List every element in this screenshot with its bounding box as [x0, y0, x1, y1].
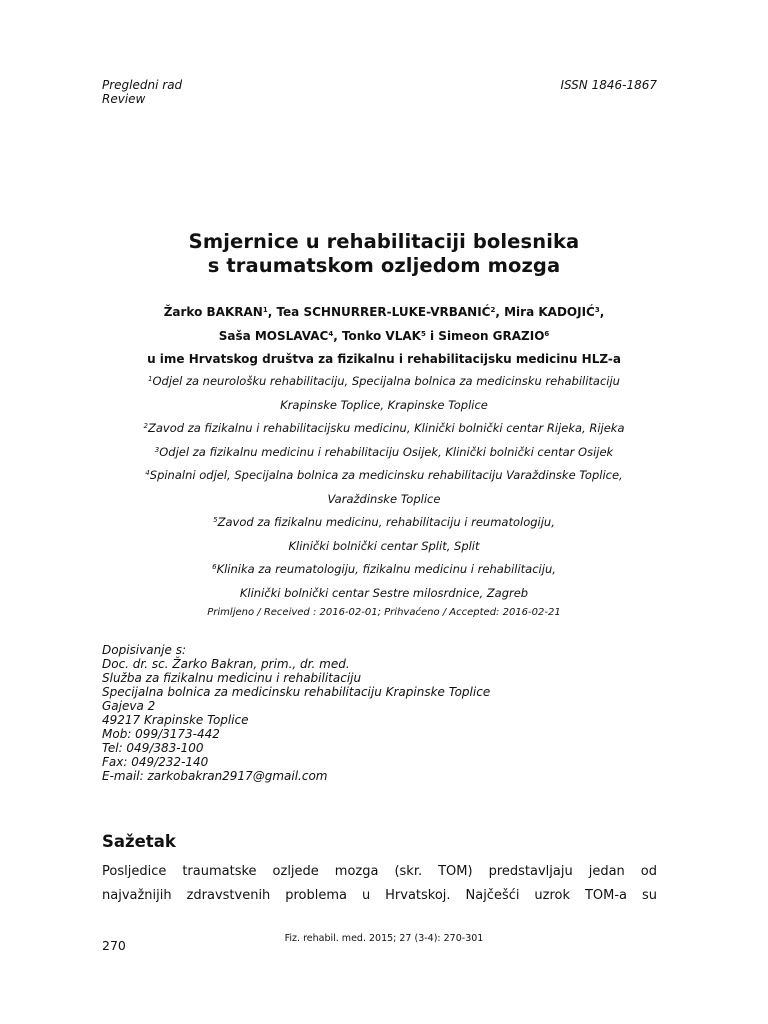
author-line-1 — [0, 301, 768, 325]
author-list — [0, 301, 768, 372]
author-name: Simeon GRAZIO — [438, 328, 545, 343]
correspondence-author: Doc. dr. sc. Žarko Bakran, prim., dr. med. — [102, 657, 350, 671]
abstract-line: Posljedice traumatske ozljede mozga (skr. TOM) predstavljaju jedan od — [102, 864, 657, 879]
author-separator: , — [267, 305, 277, 319]
affiliation-1-cont: Krapinske Toplice, Krapinske Toplice — [280, 397, 488, 412]
affil-sup: 5 — [213, 516, 218, 524]
correspondence-institution: Specijalna bolnica za medicinsku rehabilitaciju Krapinske Toplice — [102, 685, 491, 699]
affiliation-2 — [0, 417, 768, 441]
correspondence-street: Gajeva 2 — [102, 699, 156, 713]
affiliation-6-cont: Klinički bolnički centar Sestre milosrdnice, Zagreb — [239, 585, 529, 600]
correspondence-dept: Služba za fizikalnu medicinu i rehabilitaciju — [102, 671, 362, 685]
affil-sup: 1 — [148, 375, 153, 383]
author-affil-sup: 4 — [328, 329, 334, 338]
author-name: Saša MOSLAVAC — [218, 328, 329, 343]
correspondence-fax: Fax: 049/232-140 — [102, 755, 209, 769]
affil-sup: 4 — [145, 469, 150, 477]
author-affil-sup: 6 — [544, 329, 550, 338]
affiliation-3 — [0, 441, 768, 465]
affiliation-5 — [0, 511, 768, 535]
correspondence-tel: Tel: 049/383-100 — [102, 741, 204, 755]
article-title — [0, 230, 768, 278]
affil-sup: 2 — [143, 422, 148, 430]
affil-text: Spinalni odjel, Specijalna bolnica za medicinsku rehabilitaciju Varaždinske Toplice, — [149, 468, 623, 482]
article-type-hr: Pregledni rad — [102, 78, 183, 92]
society-line: u ime Hrvatskog društva za fizikalnu i rehabilitacijsku medicinu HLZ-a — [147, 352, 621, 366]
article-type — [102, 78, 182, 106]
affil-text: Zavod za fizikalnu i rehabilitacijsku medicinu, Klinički bolnički centar Rijeka, Rijeka — [147, 421, 625, 435]
received-accepted-dates: Primljeno / Received : 2016-02-01; Prihvaćeno / Accepted: 2016-02-21 — [207, 607, 561, 618]
affiliation-1 — [0, 370, 768, 394]
affiliation-5-cont: Klinički bolnički centar Split, Split — [288, 538, 480, 553]
page-number: 270 — [102, 938, 126, 953]
issn: ISSN 1846-1867 — [560, 78, 657, 92]
affil-sup: 6 — [212, 563, 217, 571]
correspondence-city: 49217 Krapinske Toplice — [102, 713, 249, 727]
author-separator: , — [495, 305, 505, 319]
article-type-en: Review — [102, 92, 146, 106]
title-line-2: s traumatskom ozljedom mozga — [207, 254, 561, 277]
affil-sup: 3 — [154, 445, 160, 454]
author-name: Mira KADOJIĆ — [504, 305, 595, 319]
correspondence-block — [102, 643, 490, 783]
title-line-1: Smjernice u rehabilitaciji bolesnika — [188, 230, 580, 253]
author-affil-sup: 5 — [420, 329, 426, 338]
author-name: Tea SCHNURRER-LUKE-VRBANIĆ — [276, 305, 491, 319]
affil-text: Odjel za fizikalnu medicinu i rehabilitaciju Osijek, Klinički bolnički centar Osijek — [159, 444, 614, 459]
author-name: Tonko VLAK — [341, 328, 421, 343]
abstract-body — [102, 860, 657, 908]
abstract-line: najvažnijih zdravstvenih problema u Hrvatskoj. Najčešći uzrok TOM-a su — [102, 888, 657, 903]
journal-citation: Fiz. rehabil. med. 2015; 27 (3-4): 270-301 — [284, 933, 484, 944]
author-affil-sup: 3 — [594, 306, 600, 314]
author-affil-sup: 2 — [490, 306, 496, 314]
correspondence-email[interactable]: E-mail: zarkobakran2917@gmail.com — [102, 769, 328, 783]
author-name: Žarko BAKRAN — [163, 305, 263, 319]
affil-text: Zavod za fizikalnu medicinu, rehabilitaciju i reumatologiju, — [217, 515, 555, 529]
author-separator: , — [333, 328, 342, 343]
author-separator: , — [599, 305, 605, 319]
correspondence-mobile: Mob: 099/3173-442 — [102, 727, 220, 741]
abstract-heading: Sažetak — [102, 832, 176, 851]
affil-text: Odjel za neurološku rehabilitaciju, Specijalna bolnica za medicinsku rehabilitaciju — [152, 374, 620, 388]
affiliation-4 — [0, 464, 768, 488]
affiliation-4-cont: Varaždinske Toplice — [327, 491, 441, 506]
correspondence-heading: Dopisivanje s: — [102, 643, 187, 657]
author-line-2 — [0, 325, 768, 349]
affiliation-6 — [0, 558, 768, 582]
affil-text: Klinika za reumatologiju, fizikalnu medicinu i rehabilitaciju, — [216, 562, 556, 576]
author-affil-sup: 1 — [262, 306, 268, 314]
affiliation-list — [0, 370, 768, 605]
author-separator: i — [425, 328, 439, 343]
